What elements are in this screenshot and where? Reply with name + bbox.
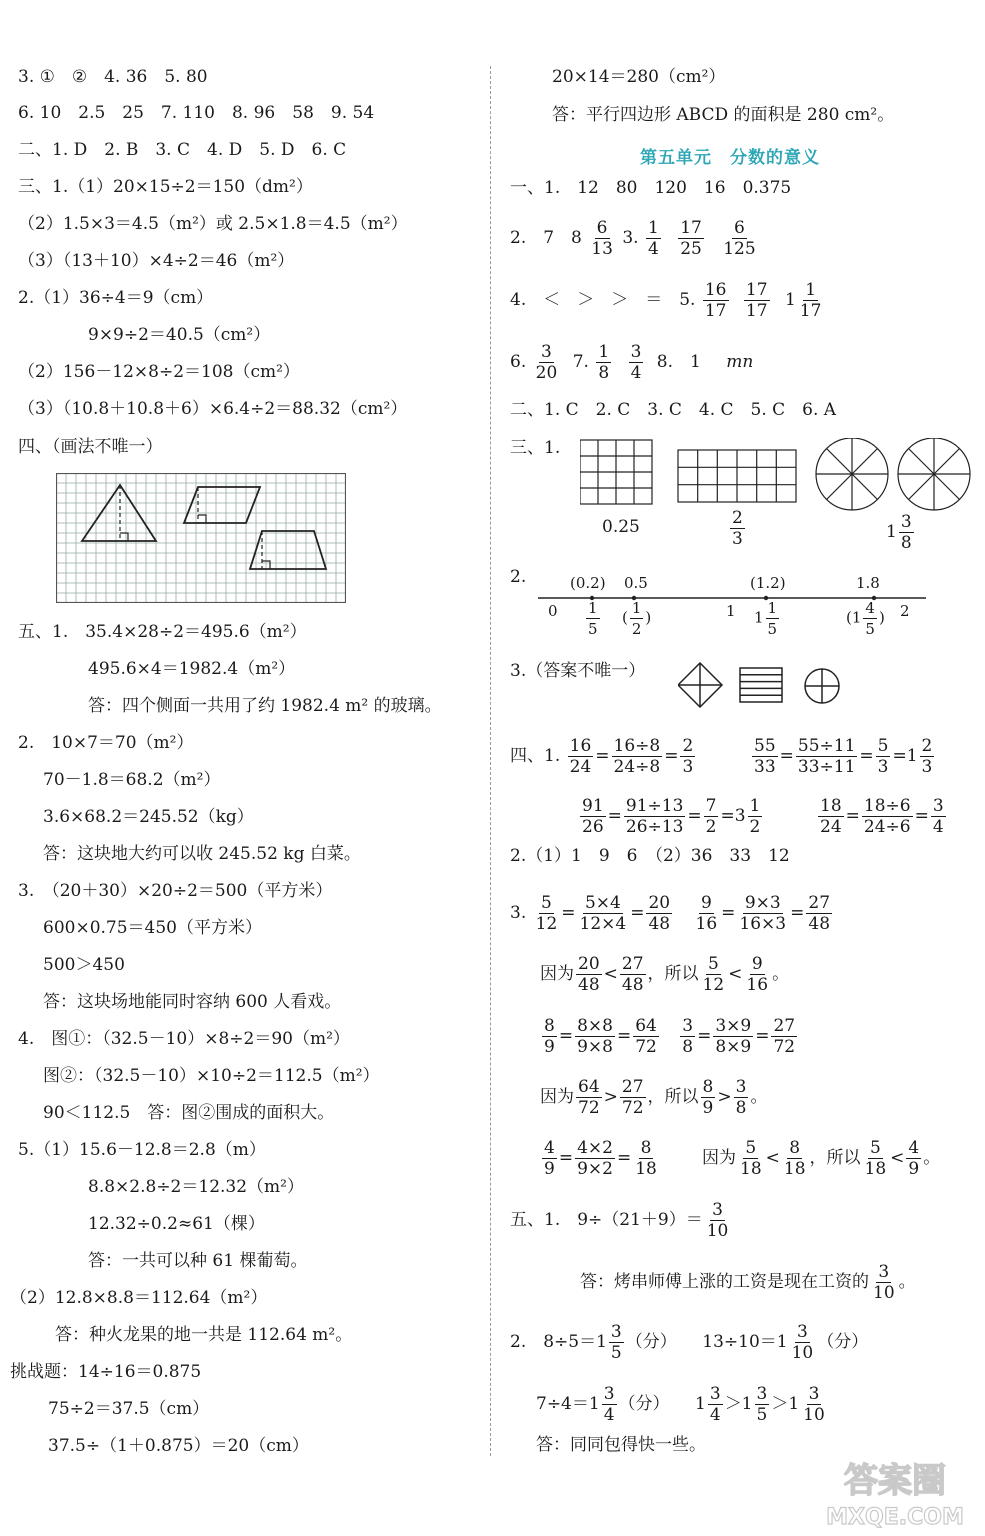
answer-line: 3.（答案不唯一）: [510, 661, 646, 681]
answer-line: 2.: [510, 567, 527, 587]
number-line-label: ( $\frac{1}{2}$ ): [622, 599, 652, 638]
answer-line: （2）156－12×8÷2＝108（cm²）: [18, 362, 300, 382]
answer-line: $\frac{8}{9}$ = $\frac{8\times 8}{9\times 8}$ = $\frac{64}{72}$ $\frac{3}{8}$ = $\frac{3\times 9}{8\times 9}$ = $\frac{27}{72}$: [544, 1016, 796, 1057]
answer-line: 8.8×2.8÷2＝12.32（m²）: [88, 1177, 304, 1197]
answer-line: 一、1. 12 80 120 16 0.375: [510, 178, 792, 198]
answer-line: 因为 $\frac{5}{18}$ < $\frac{8}{18}$ ，所以 $\frac{5}{18}$ < $\frac{4}{9}$ 。: [702, 1138, 941, 1179]
answer-line: 答：这块地大约可以收 245.52 kg 白菜。: [43, 844, 361, 864]
column-divider: [490, 66, 491, 1456]
answer-line: 三、1.: [510, 438, 561, 458]
number-line-label: (1.2): [750, 574, 786, 592]
answer-line: 因为 $\frac{64}{72}$ > $\frac{27}{72}$ ，所以 $\frac{8}{9}$ > $\frac{3}{8}$ 。: [540, 1077, 768, 1118]
watermark-logo: [815, 1454, 975, 1532]
number-line-label: 0: [548, 602, 558, 620]
answer-line: 4. 图①：（32.5－10）×8÷2＝90（m²）: [18, 1029, 350, 1049]
answer-line: 90＜112.5 答：图②围成的面积大。: [43, 1103, 335, 1123]
answer-line: 70－1.8＝68.2（m²）: [43, 770, 221, 790]
answer-line: 五、1. 9÷（21＋9）＝ $\frac{3}{10}$: [510, 1200, 729, 1241]
answer-line: 答：这块场地能同时容纳 600 人看戏。: [43, 992, 342, 1012]
answer-line: 75÷2＝37.5（cm）: [48, 1399, 210, 1419]
division-shapes: [678, 662, 846, 708]
answer-line: 37.5÷（1＋0.875）＝20（cm）: [48, 1436, 309, 1456]
svg-text:MXQE.COM: MXQE.COM: [826, 1505, 964, 1530]
number-line-label: 2: [900, 602, 910, 620]
answer-line: 答：四个侧面一共用了约 1982.4 m² 的玻璃。: [88, 696, 442, 716]
diamond-shape: [678, 663, 722, 707]
answer-line: 2. 10×7＝70（m²）: [18, 733, 194, 753]
answer-line: $\frac{4}{9}$ = $\frac{4\times 2}{9\times 2}$ = $\frac{8}{18}$: [544, 1138, 657, 1179]
number-line-label: (0.2): [570, 574, 606, 592]
answer-line: （2）1.5×3＝4.5（m²）或 2.5×1.8＝4.5（m²）: [18, 214, 408, 234]
grid-square-figure: [580, 440, 652, 504]
answer-line: 3. （20＋30）×20÷2＝500（平方米）: [18, 881, 333, 901]
answer-line: $\frac{91}{26}$ = $\frac{91\div 13}{26\div 13}$ = $\frac{7}{2}$ =3 $\frac{1}{2}$: [582, 796, 761, 837]
answer-line: 3. ① ② 4. 36 5. 80: [18, 67, 208, 87]
answer-line: 12.32÷0.2≈61（棵）: [88, 1214, 265, 1234]
answer-line: 6. $\frac{3}{20}$ 7. $\frac{1}{8}$ $\frac{3}{4}$ 8. 1 mn: [510, 342, 754, 383]
quartered-circle-shape: [805, 669, 839, 703]
figure-label: $\frac{2}{3}$: [732, 508, 743, 549]
answer-line: 三、1.（1）20×15÷2＝150（dm²）: [18, 177, 313, 197]
rectangle-figure: [678, 450, 796, 502]
answer-line: 二、1. D 2. B 3. C 4. D 5. D 6. C: [18, 140, 347, 160]
answer-line: 6. 10 2.5 25 7. 110 8. 96 58 9. 54: [18, 103, 375, 123]
striped-square-shape: [740, 668, 782, 702]
number-line-label: 1 $\frac{1}{5}$: [754, 599, 778, 638]
answer-line: 二、1. C 2. C 3. C 4. C 5. C 6. A: [510, 400, 837, 420]
answer-line: 5.（1）15.6－12.8＝2.8（m）: [18, 1140, 266, 1160]
answer-line: （2）12.8×8.8＝112.64（m²）: [10, 1288, 268, 1308]
answer-line: （3）（13＋10）×4÷2＝46（m²）: [18, 251, 295, 271]
answer-line: 五、1. 35.4×28÷2＝495.6（m²）: [18, 622, 307, 642]
fraction-figures: [580, 438, 975, 518]
answer-line: 答：同同包得快一些。: [536, 1435, 706, 1455]
answer-line: 答：种火龙果的地一共是 112.64 m²。: [55, 1325, 353, 1345]
number-line-label: 0.5: [624, 574, 648, 592]
number-line-label: (1 $\frac{4}{5}$ ): [846, 599, 885, 638]
number-line-label: 1: [726, 602, 736, 620]
number-line-label: 1.8: [856, 574, 880, 592]
answer-line: 3. $\frac{5}{12}$ = $\frac{5\times 4}{12\times 4}$ = $\frac{20}{48}$ $\frac{9}{16}$ = $\frac{9\times 3}{16\times 3}$ = $\frac{27}{48}$: [510, 893, 831, 934]
answer-line: 3.6×68.2＝245.52（kg）: [43, 807, 254, 827]
answer-line: $\frac{18}{24}$ = $\frac{18\div 6}{24\div 6}$ = $\frac{3}{4}$: [820, 796, 944, 837]
answer-line: 2.（1）1 9 6 （2）36 33 12: [510, 846, 790, 866]
answer-line: 9×9÷2＝40.5（cm²）: [88, 325, 271, 345]
answer-line: 因为 $\frac{20}{48}$ < $\frac{27}{48}$ ，所以 $\frac{5}{12}$ < $\frac{9}{16}$ 。: [540, 954, 790, 995]
answer-line: 图②：（32.5－10）×10÷2＝112.5（m²）: [43, 1066, 380, 1086]
figure-label: 0.25: [602, 517, 640, 537]
answer-line: 500＞450: [43, 955, 125, 975]
answer-line: 四、1. $\frac{16}{24}$ = $\frac{16\div 8}{24\div 8}$ = $\frac{2}{3}$: [510, 736, 694, 777]
section-heading: 四、（画法不唯一）: [18, 437, 163, 457]
answer-line: 495.6×4＝1982.4（m²）: [88, 659, 296, 679]
answer-line: 挑战题：14÷16＝0.875: [10, 1362, 202, 1382]
answer-line: 2.（1）36÷4＝9（cm）: [18, 288, 214, 308]
answer-line: 答：烤串师傅上涨的工资是现在工资的 $\frac{3}{10}$ 。: [580, 1262, 916, 1303]
parallelogram-shape: [184, 487, 260, 523]
answer-line: 答：平行四边形 ABCD 的面积是 280 cm²。: [552, 105, 895, 125]
answer-line: 7÷4＝1 $\frac{3}{4}$ （分） 1 $\frac{3}{4}$ ＞1 $\frac{3}{5}$ ＞1 $\frac{3}{10}$: [536, 1384, 825, 1425]
answer-line: 600×0.75＝450（平方米）: [43, 918, 262, 938]
number-line-label: $\frac{1}{5}$: [588, 599, 598, 638]
circle-figure-1: [816, 438, 888, 510]
answer-line: 2. 8÷5＝1 $\frac{3}{5}$ （分） 13÷10＝1 $\frac{3}{10}$ （分）: [510, 1322, 869, 1363]
circle-figure-2: [898, 438, 970, 510]
figure-label: 1 $\frac{3}{8}$: [886, 512, 912, 553]
answer-line: 2. 7 8 $\frac{6}{13}$ 3. $\frac{1}{4}$ $\frac{17}{25}$ $\frac{6}{125}$: [510, 218, 756, 259]
answer-line: 答：一共可以种 61 棵葡萄。: [88, 1251, 308, 1271]
unit-title: 第五单元 分数的意义: [640, 148, 820, 168]
answer-line: $\frac{55}{33}$ = $\frac{55\div 11}{33\div 11}$ = $\frac{5}{3}$ =1 $\frac{2}{3}$: [754, 736, 933, 777]
answer-line: （3）（10.8＋10.8＋6）×6.4÷2＝88.32（cm²）: [18, 399, 408, 419]
grid-drawing: [56, 473, 346, 603]
answer-line: 20×14＝280（cm²）: [552, 67, 726, 87]
svg-text:答案圈: 答案圈: [844, 1461, 946, 1501]
answer-line: 4. ＜ ＞ ＞ ＝ 5. $\frac{16}{17}$ $\frac{17}{17}$ 1 $\frac{1}{17}$: [510, 280, 822, 321]
